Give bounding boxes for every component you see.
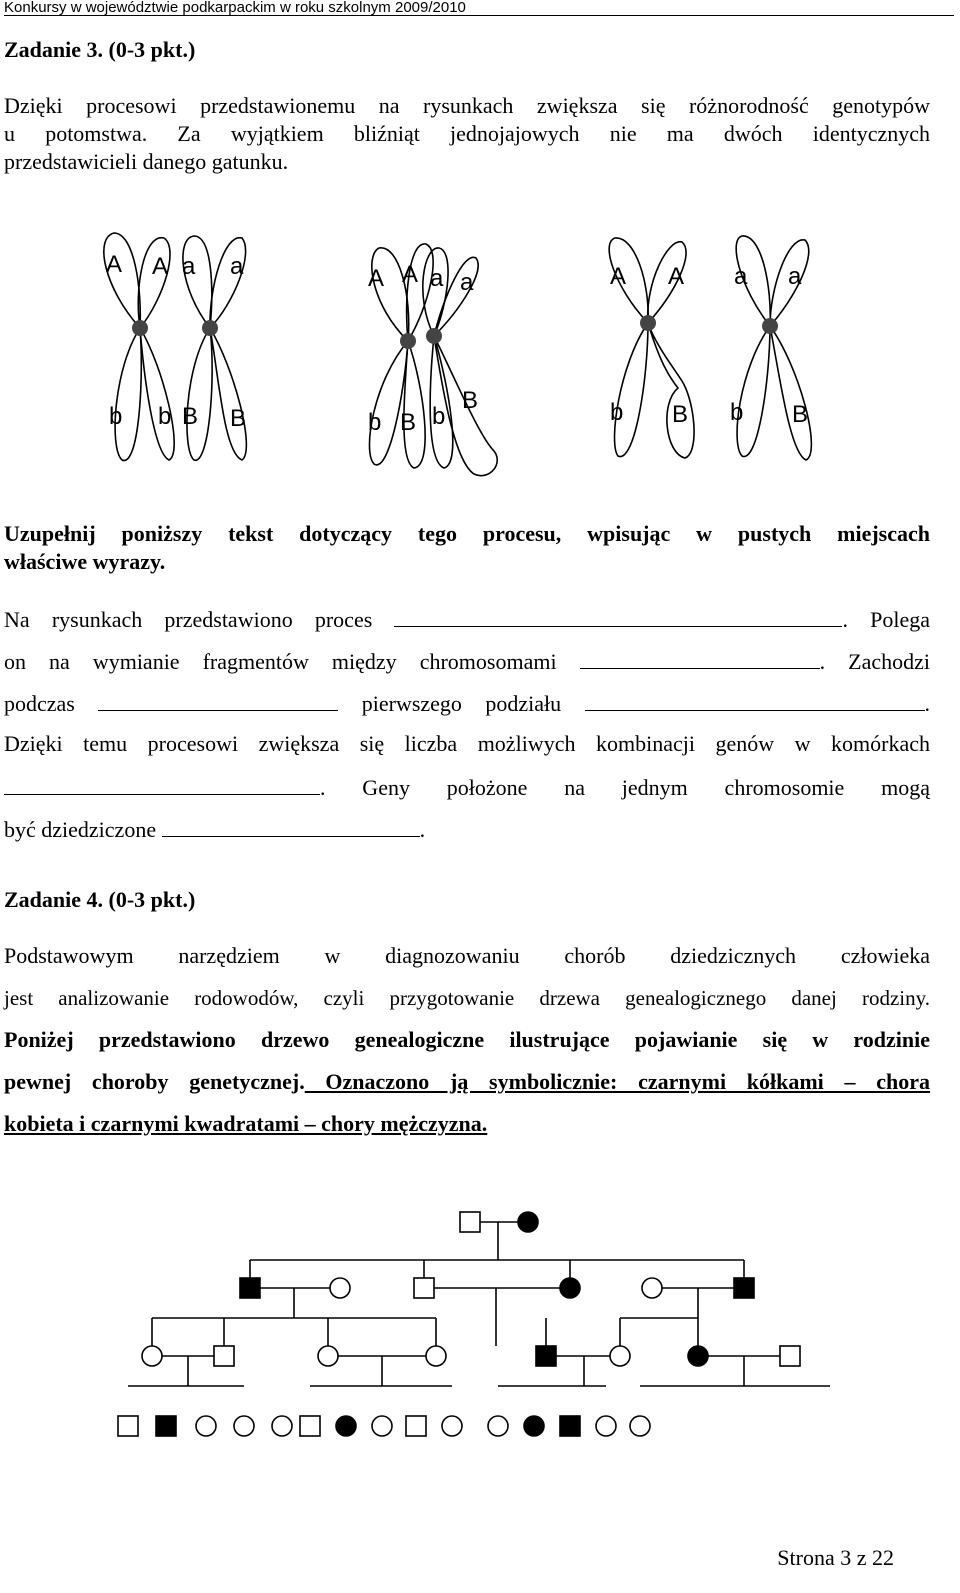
intro-line-1: Dzięki procesowi przedstawionemu na rysunkach zwiększa się różnorodność genotypów xyxy=(4,93,930,118)
crossing-over-figure xyxy=(84,228,854,488)
gen2-male-healthy-2 xyxy=(414,1278,434,1298)
gen2-female-healthy-4 xyxy=(642,1278,662,1298)
gen3-male-healthy-7 xyxy=(780,1346,800,1366)
gen3-female-healthy-0 xyxy=(142,1346,162,1366)
page-header: Konkursy w województwie podkarpackim w roku szkolnym 2009/2010 xyxy=(4,0,954,16)
svg-text:b: b xyxy=(730,399,744,426)
gen4-female-healthy-7 xyxy=(372,1416,392,1436)
blank-process[interactable] xyxy=(394,604,842,627)
fill-line-5: . Geny położone na jednym chromosomie mogą xyxy=(4,772,930,814)
instruction-line-2: właściwe wyrazy. xyxy=(4,549,166,574)
fill-in-text xyxy=(4,604,930,856)
gen4-female-healthy-14 xyxy=(630,1416,650,1436)
p1-line-2: jest analizowanie rodowodów, czyli przygotowanie drzewa genealogicznego danej rodziny. xyxy=(4,986,930,1010)
gen4-female-healthy-9 xyxy=(442,1416,462,1436)
blank-chromosomes[interactable] xyxy=(580,646,820,669)
p1-line-1: Podstawowym narzędziem w diagnozowaniu chorób dziedzicznych człowieka xyxy=(4,943,930,968)
fill-line-1: Na rysunkach przedstawiono proces . Polega xyxy=(4,604,930,646)
fill-line-4: Dzięki temu procesowi zwiększa się liczba możliwych kombinacji genów w komórkach xyxy=(4,731,930,756)
blank-cells[interactable] xyxy=(4,772,320,795)
gen2-female-healthy-1 xyxy=(330,1278,350,1298)
blank-inheritance[interactable] xyxy=(162,814,420,837)
fill-line-3: podczas pierwszego podziału . xyxy=(4,688,930,730)
gen2-female-affected-3 xyxy=(560,1278,580,1298)
fill-line-2: on na wymianie fragmentów między chromosomami . Zachodzi xyxy=(4,646,930,688)
gen2-male-affected-0 xyxy=(240,1278,260,1298)
p2-line-2: pewnej choroby genetycznej. Oznaczono ją symbolicznie: czarnymi kółkami – chora xyxy=(4,1069,930,1094)
label-b2: b xyxy=(158,403,172,430)
label-a1: a xyxy=(182,253,196,280)
svg-text:B: B xyxy=(462,387,479,414)
blank-division[interactable] xyxy=(585,688,925,711)
label-b1: b xyxy=(109,403,123,430)
label-B2: B xyxy=(230,405,247,432)
p2-line-1: Poniżej przedstawiono drzewo genealogiczne ilustrujące pojawianie się w rodzinie xyxy=(4,1027,930,1052)
svg-text:a: a xyxy=(460,269,474,296)
page-number: Strona 3 z 22 xyxy=(777,1545,894,1570)
gen3-female-healthy-2 xyxy=(318,1346,338,1366)
gen4-female-affected-11 xyxy=(524,1416,544,1436)
gen4-male-affected-1 xyxy=(156,1416,176,1436)
pedigree-chart xyxy=(0,1200,960,1450)
gen2-male-affected-5 xyxy=(734,1278,754,1298)
svg-text:a: a xyxy=(430,265,444,292)
svg-text:B: B xyxy=(400,409,417,436)
gen4-female-healthy-4 xyxy=(272,1416,292,1436)
label-A1: A xyxy=(106,251,123,278)
fill-line-6: być dziedziczone . xyxy=(4,814,930,856)
gen4-female-affected-6 xyxy=(336,1416,356,1436)
blank-phase[interactable] xyxy=(98,688,338,711)
gen3-female-affected-6 xyxy=(688,1346,708,1366)
gen3-male-healthy-1 xyxy=(214,1346,234,1366)
task4-title: Zadanie 4. (0-3 pkt.) xyxy=(4,887,196,912)
gen1-male-healthy-0 xyxy=(460,1212,480,1232)
task4-text xyxy=(4,942,930,1152)
gen3-female-healthy-3 xyxy=(426,1346,446,1366)
gen4-female-healthy-3 xyxy=(234,1416,254,1436)
svg-text:A: A xyxy=(402,261,419,288)
intro-line-3: przedstawicieli danego gatunku. xyxy=(4,149,289,174)
svg-text:A: A xyxy=(610,263,627,290)
svg-text:B: B xyxy=(672,401,689,428)
chromosome-panel-3 xyxy=(609,236,811,460)
gen3-male-affected-4 xyxy=(536,1346,556,1366)
task3-intro xyxy=(4,92,930,176)
gen3-female-healthy-5 xyxy=(610,1346,630,1366)
svg-text:a: a xyxy=(734,263,748,290)
chromosome-panel-1 xyxy=(104,233,247,460)
gen1-female-affected-1 xyxy=(518,1212,538,1232)
svg-text:A: A xyxy=(668,263,685,290)
gen4-female-healthy-2 xyxy=(196,1416,216,1436)
gen4-male-healthy-5 xyxy=(300,1416,320,1436)
svg-text:b: b xyxy=(610,399,624,426)
task3-instruction xyxy=(4,520,930,576)
p2-line-3: kobieta i czarnymi kwadratami – chory mężczyzna. xyxy=(4,1111,488,1136)
intro-line-2: u potomstwa. Za wyjątkiem bliźniąt jednojajowych nie ma dwóch identycznych xyxy=(4,121,930,146)
gen4-male-healthy-0 xyxy=(118,1416,138,1436)
gen4-male-healthy-8 xyxy=(406,1416,426,1436)
instruction-line-1: Uzupełnij poniższy tekst dotyczący tego procesu, wpisując w pustych miejscach xyxy=(4,521,930,546)
svg-text:A: A xyxy=(368,265,385,292)
svg-text:b: b xyxy=(432,403,446,430)
gen4-female-healthy-10 xyxy=(488,1416,508,1436)
label-B1: B xyxy=(182,403,199,430)
label-A2: A xyxy=(152,253,169,280)
label-a2: a xyxy=(230,253,244,280)
svg-text:B: B xyxy=(792,401,809,428)
gen4-female-healthy-13 xyxy=(596,1416,616,1436)
gen4-male-affected-12 xyxy=(560,1416,580,1436)
task3-title: Zadanie 3. (0-3 pkt.) xyxy=(4,37,196,62)
svg-text:a: a xyxy=(788,263,802,290)
svg-text:b: b xyxy=(368,409,382,436)
